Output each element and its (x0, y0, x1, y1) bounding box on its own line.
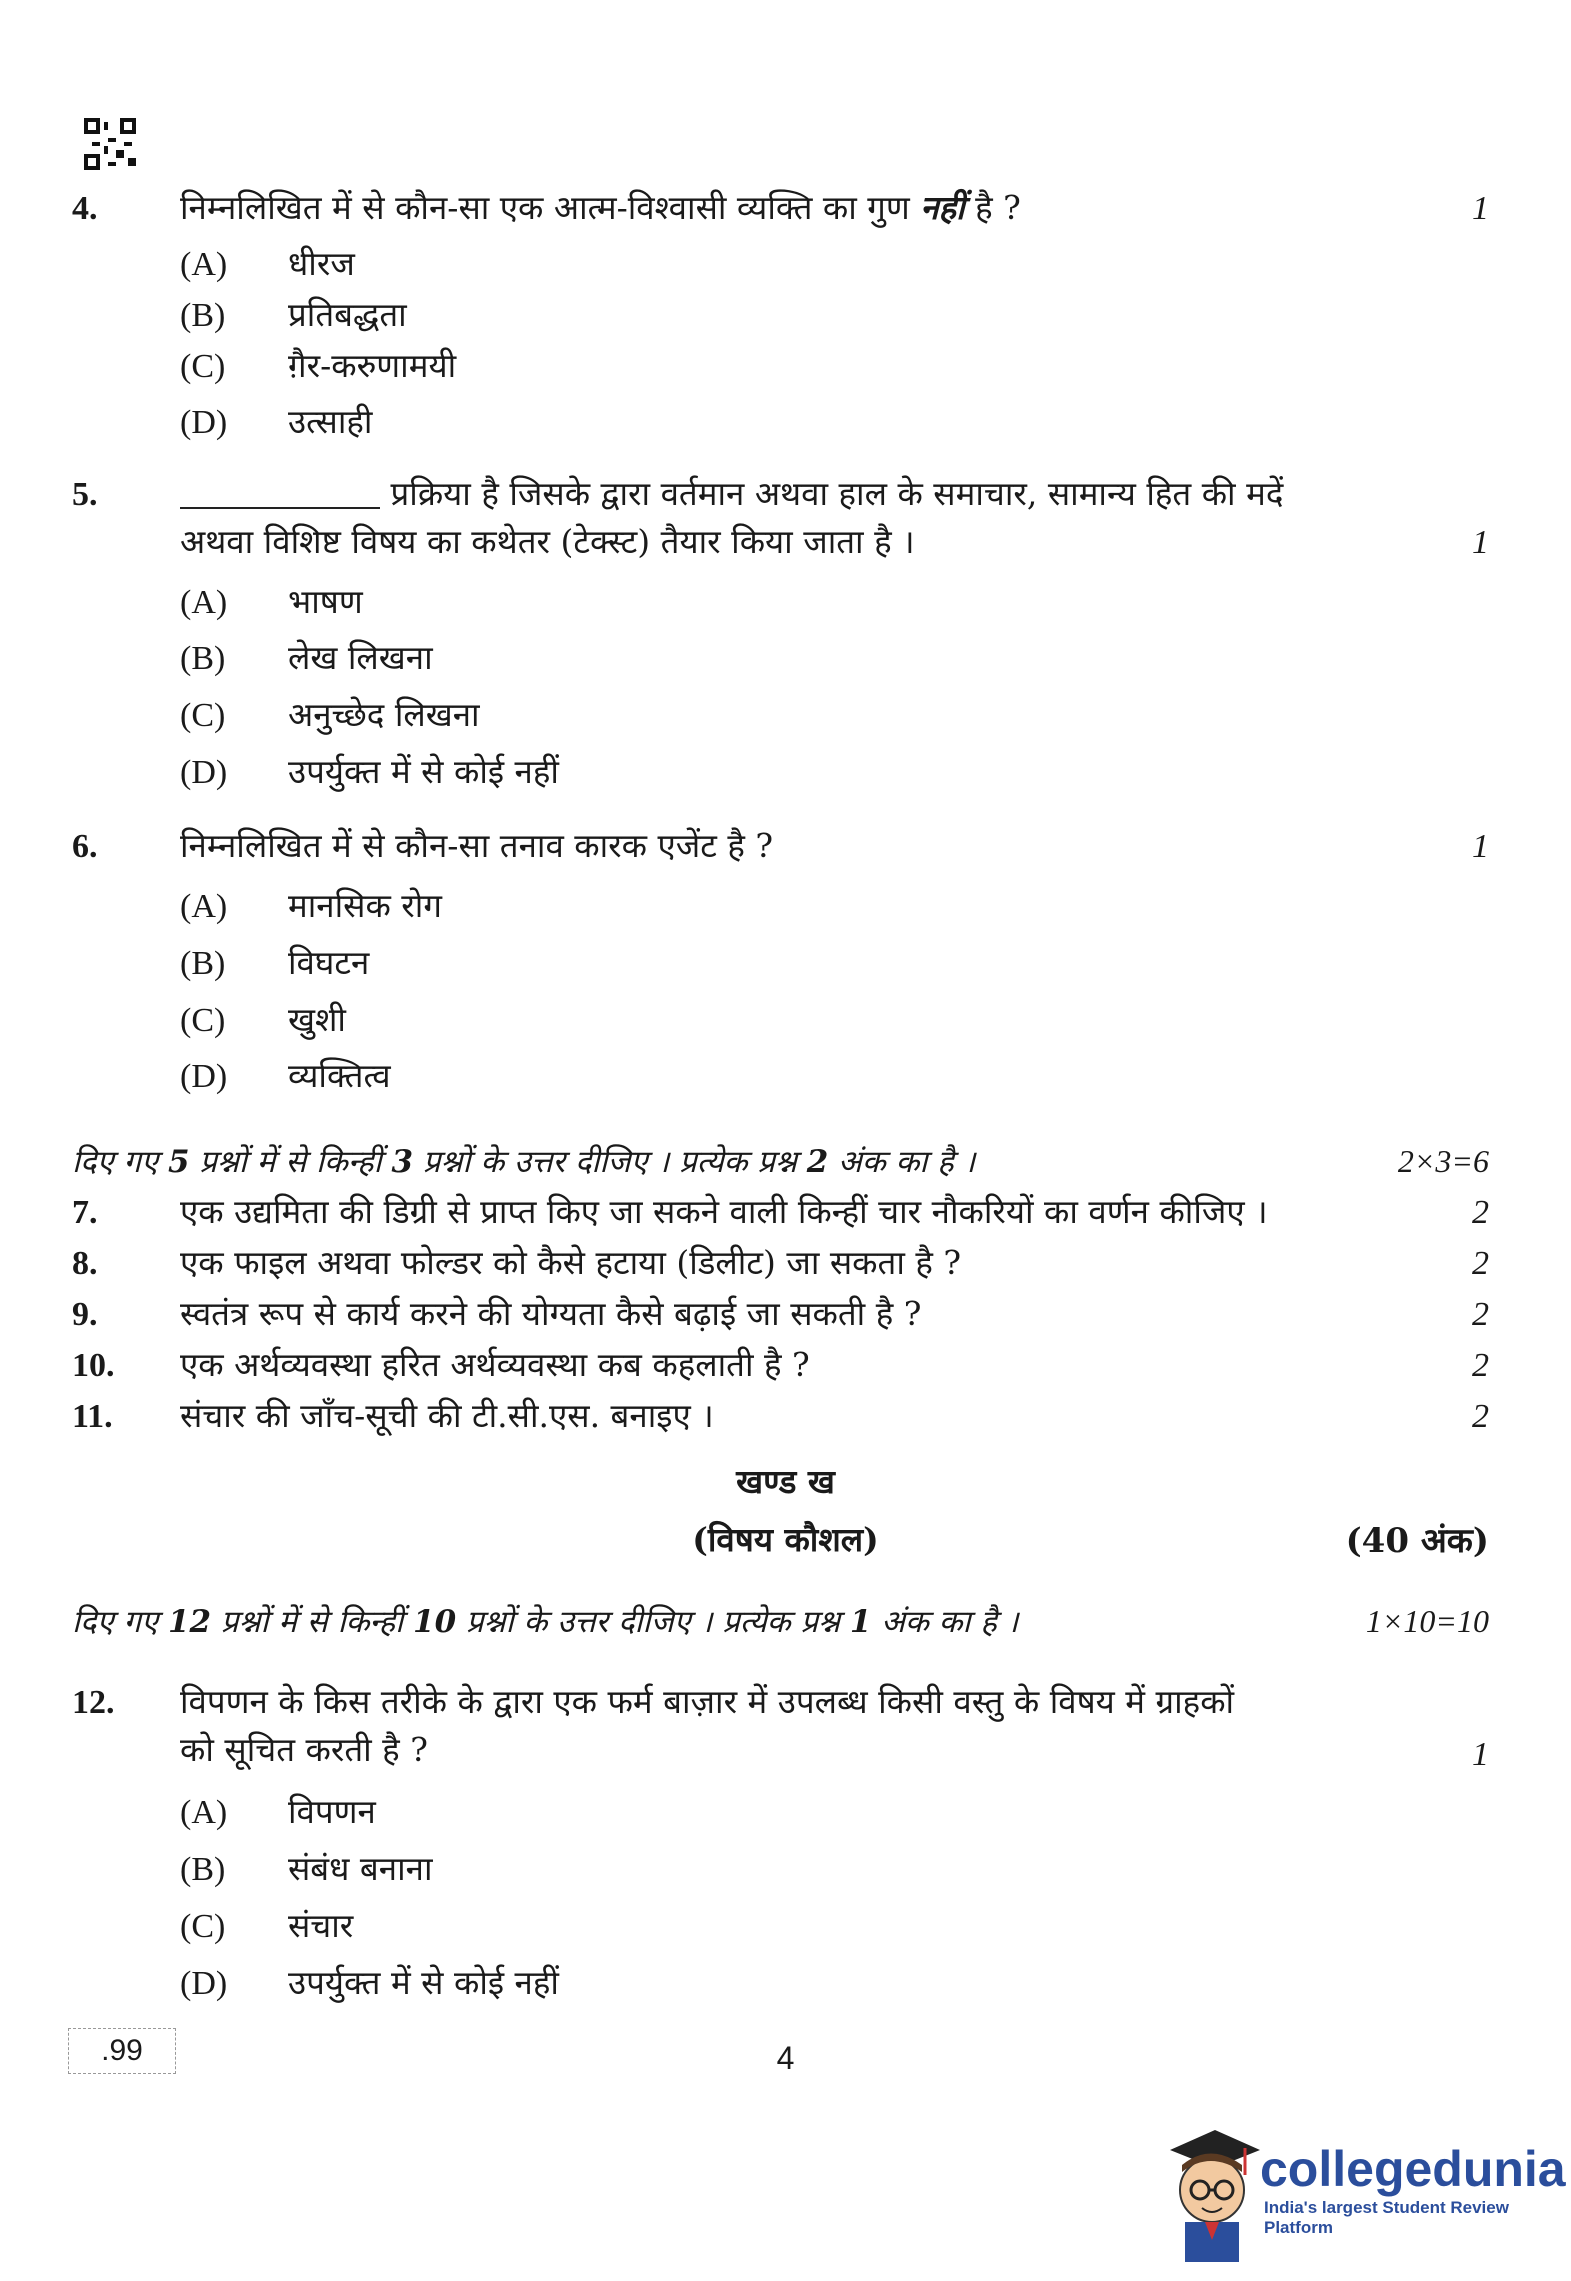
option-d: (D) उपर्युक्त में से कोई नहीं (180, 1963, 559, 2002)
section-marks: (40 अंक) (1345, 1521, 1489, 1561)
option-a: (A) विपणन (180, 1792, 376, 1831)
question-number: 8. (72, 1245, 98, 1282)
question-marks: 2 (1472, 1194, 1489, 1231)
option-b: (B) लेख लिखना (180, 638, 433, 677)
paper-code: .99 (68, 2028, 176, 2074)
question-text: एक अर्थव्यवस्था हरित अर्थव्यवस्था कब कहलाती है ? (180, 1345, 810, 1384)
question-number: 11. (72, 1398, 113, 1435)
question-text: निम्नलिखित में से कौन-सा एक आत्म-विश्वासी व्यक्ति का गुण नहीं है ? (180, 188, 1021, 227)
option-b: (B) संबंध बनाना (180, 1849, 433, 1888)
instruction-marks: 2×3=6 (1397, 1143, 1489, 1179)
instruction: दिए गए 5 प्रश्नों में से किन्हीं 3 प्रश्नों के उत्तर दीजिए । प्रत्येक प्रश्न 2 अंक का है । (72, 1144, 976, 1180)
question-text: एक फाइल अथवा फोल्डर को कैसे हटाया (डिलीट) जा सकता है ? (180, 1243, 962, 1282)
option-a: (A) धीरज (180, 244, 355, 283)
question-marks: 2 (1472, 1245, 1489, 1282)
instruction: दिए गए 12 प्रश्नों में से किन्हीं 10 प्रश्नों के उत्तर दीजिए । प्रत्येक प्रश्न 1 अंक का है । (72, 1604, 1019, 1640)
question-text: स्वतंत्र रूप से कार्य करने की योग्यता कैसे बढ़ाई जा सकती है ? (180, 1294, 922, 1333)
question-number: 6. (72, 828, 98, 865)
option-c: (C) संचार (180, 1906, 354, 1945)
question-text: एक उद्यमिता की डिग्री से प्राप्त किए जा सकने वाली किन्हीं चार नौकरियों का वर्णन कीजिए । (180, 1192, 1268, 1231)
question-number: 9. (72, 1296, 98, 1333)
brand-name: collegedunia (1260, 2141, 1566, 2197)
qr-code (84, 118, 136, 170)
instruction-marks: 1×10=10 (1365, 1603, 1489, 1639)
option-a: (A) भाषण (180, 582, 363, 621)
question-number: 12. (72, 1684, 115, 1721)
option-c: (C) ग़ैर-करुणामयी (180, 346, 457, 385)
option-d: (D) उपर्युक्त में से कोई नहीं (180, 752, 559, 791)
question-marks: 2 (1472, 1296, 1489, 1333)
question-marks: 1 (1472, 524, 1489, 561)
question-marks: 2 (1472, 1347, 1489, 1384)
option-d: (D) व्यक्तित्व (180, 1056, 391, 1095)
question-marks: 1 (1472, 1736, 1489, 1773)
section-subtitle: (विषय कौशल) (692, 1520, 879, 1559)
question-number: 5. (72, 476, 98, 513)
option-b: (B) विघटन (180, 943, 370, 982)
mascot-logo (1160, 2120, 1260, 2270)
question-number: 7. (72, 1194, 98, 1231)
option-b: (B) प्रतिबद्धता (180, 295, 407, 334)
option-d: (D) उत्साही (180, 402, 373, 441)
question-text: विपणन के किस तरीके के द्वारा एक फर्म बाज़ार में उपलब्ध किसी वस्तु के विषय में ग्राहकों को सूचित करती है ? (180, 1682, 1235, 1769)
option-c: (C) खुशी (180, 1000, 346, 1039)
option-c: (C) अनुच्छेद लिखना (180, 695, 480, 734)
question-text: संचार की जाँच-सूची की टी.सी.एस. बनाइए । (180, 1396, 714, 1435)
brand-watermark (1260, 2140, 1571, 2238)
question-number: 4. (72, 190, 98, 227)
question-marks: 1 (1472, 828, 1489, 865)
section-title: खण्ड ख (736, 1462, 835, 1501)
question-text: निम्नलिखित में से कौन-सा तनाव कारक एजेंट है ? (180, 826, 774, 865)
page-number: 4 (776, 2040, 795, 2076)
question-marks: 2 (1472, 1398, 1489, 1435)
brand-tagline: India's largest Student Review Platform (1264, 2198, 1509, 2237)
question-text: प्रक्रिया है जिसके द्वारा वर्तमान अथवा हाल के समाचार, सामान्य हित की मदें अथवा विशिष्ट विषय का कथेतर (टेक्स्ट) तैयार किया जाता है । (180, 474, 1284, 561)
fill-blank (180, 477, 380, 509)
option-a: (A) मानसिक रोग (180, 886, 442, 925)
question-marks: 1 (1472, 190, 1489, 227)
question-number: 10. (72, 1347, 115, 1384)
